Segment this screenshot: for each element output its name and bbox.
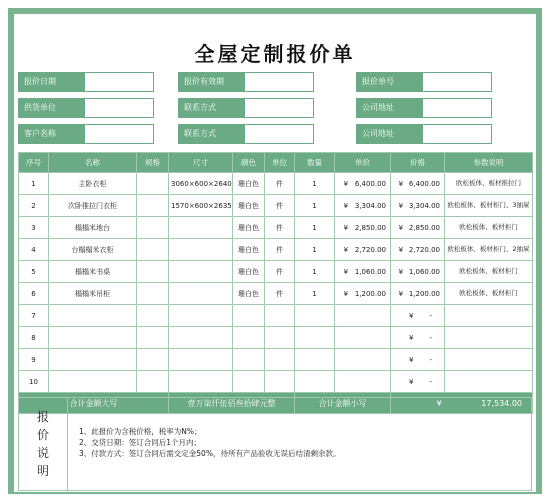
empty-cell [265, 371, 295, 393]
info-row [18, 98, 532, 118]
item-color: 珊白色 [233, 239, 265, 261]
line-total [391, 217, 445, 239]
table-row [19, 239, 533, 261]
row-number: 10 [19, 371, 49, 393]
info-label: 报价日期 [18, 72, 84, 92]
item-remark: 欧松板体、板材柜门 [445, 283, 533, 305]
notes-body [79, 426, 340, 459]
table-row [19, 173, 533, 195]
item-color: 珊白色 [233, 173, 265, 195]
empty-cell [335, 305, 391, 327]
item-spec [137, 239, 169, 261]
empty-cell [233, 305, 265, 327]
line-total [391, 349, 445, 371]
amount: 1,200.00 [354, 289, 386, 298]
currency-symbol: ¥ [409, 355, 414, 364]
line-total [391, 261, 445, 283]
row-number: 8 [19, 327, 49, 349]
row-number: 6 [19, 283, 49, 305]
empty-cell [169, 349, 233, 371]
line-total [391, 195, 445, 217]
currency-symbol: ¥ [398, 289, 404, 298]
column-header: 规格 [137, 153, 169, 173]
item-size: 1570×600×2635 [169, 195, 233, 217]
row-number: 3 [19, 217, 49, 239]
info-label: 报价有效期 [178, 72, 244, 92]
empty-cell [445, 371, 533, 393]
currency-symbol: ¥ [343, 201, 349, 210]
item-spec [137, 173, 169, 195]
amount: 2,850.00 [408, 223, 440, 232]
empty-cell [169, 371, 233, 393]
empty-cell [265, 327, 295, 349]
notes-heading-char: 明 [36, 464, 49, 478]
currency-symbol: ¥ [343, 179, 349, 188]
empty-cell [233, 349, 265, 371]
empty-cell [335, 349, 391, 371]
info-value-field[interactable] [84, 72, 154, 92]
item-spec [137, 283, 169, 305]
info-value-field[interactable] [422, 98, 492, 118]
quote-sheet [14, 14, 536, 492]
info-value-field[interactable] [244, 124, 314, 144]
info-label: 公司地址 [356, 98, 422, 118]
info-label: 供货单位 [18, 98, 84, 118]
info-row [18, 124, 532, 144]
empty-cell [49, 305, 137, 327]
info-value-field[interactable] [84, 124, 154, 144]
table-header [19, 153, 533, 173]
info-row [18, 72, 532, 92]
row-number: 1 [19, 173, 49, 195]
notes-section [18, 397, 532, 491]
empty-cell [137, 349, 169, 371]
item-qty: 1 [295, 283, 335, 305]
empty-cell [49, 327, 137, 349]
item-name: 台榻榻米衣柜 [49, 239, 137, 261]
empty-cell [335, 371, 391, 393]
info-label: 客户名称 [18, 124, 84, 144]
unit-price [335, 195, 391, 217]
column-header: 单价 [335, 153, 391, 173]
amount: 3,304.00 [354, 201, 386, 210]
line-total [391, 173, 445, 195]
unit-price [335, 239, 391, 261]
item-unit: 件 [265, 261, 295, 283]
item-qty: 1 [295, 195, 335, 217]
item-remark: 欧松板体、板材推拉门 [445, 173, 533, 195]
unit-price [335, 173, 391, 195]
table-row [19, 371, 533, 393]
currency-symbol: ¥ [343, 267, 349, 276]
empty-cell [233, 327, 265, 349]
total-amount: 17,534.00 [481, 398, 522, 408]
line-total [391, 239, 445, 261]
column-header: 参数说明 [445, 153, 533, 173]
notes-heading [19, 398, 68, 490]
item-remark: 欧松板体、板材柜门 [445, 217, 533, 239]
item-spec [137, 261, 169, 283]
item-unit: 件 [265, 173, 295, 195]
unit-price [335, 283, 391, 305]
empty-cell [265, 305, 295, 327]
note-line: 1、此报价为含税价格，税率为N%； [79, 427, 202, 436]
empty-cell [335, 327, 391, 349]
table-row [19, 283, 533, 305]
column-header: 单位 [265, 153, 295, 173]
notes-heading-char: 说 [36, 446, 49, 460]
amount: 2,720.00 [408, 245, 440, 254]
quote-table [18, 152, 533, 414]
item-color: 珊白色 [233, 217, 265, 239]
empty-cell [137, 327, 169, 349]
amount: - [429, 377, 432, 386]
amount: 1,060.00 [408, 267, 440, 276]
currency-symbol: ¥ [343, 223, 349, 232]
table-row [19, 327, 533, 349]
empty-cell [49, 349, 137, 371]
info-value-field[interactable] [422, 72, 492, 92]
item-size [169, 283, 233, 305]
amount: 2,720.00 [354, 245, 386, 254]
currency-symbol: ¥ [436, 398, 442, 408]
total-upper-value: 壹万柒仟伍佰叁拾肆元整 [169, 393, 295, 414]
row-number: 4 [19, 239, 49, 261]
info-label: 报价单号 [356, 72, 422, 92]
currency-symbol: ¥ [343, 245, 349, 254]
item-unit: 件 [265, 195, 295, 217]
item-size: 3060×600×2640 [169, 173, 233, 195]
empty-cell [295, 305, 335, 327]
currency-symbol: ¥ [398, 267, 404, 276]
table-row [19, 349, 533, 371]
line-total [391, 371, 445, 393]
amount: 6,400.00 [354, 179, 386, 188]
currency-symbol: ¥ [398, 201, 404, 210]
total-upper-label: 合计金额大写 [19, 393, 169, 414]
item-size [169, 217, 233, 239]
amount: 3,304.00 [408, 201, 440, 210]
item-remark: 欧松板体、板材柜门 [445, 261, 533, 283]
row-number: 7 [19, 305, 49, 327]
amount: - [429, 333, 432, 342]
info-label: 联系方式 [178, 124, 244, 144]
item-color: 珊白色 [233, 195, 265, 217]
item-qty: 1 [295, 261, 335, 283]
item-color: 珊白色 [233, 261, 265, 283]
empty-cell [137, 305, 169, 327]
table-row [19, 305, 533, 327]
item-unit: 件 [265, 217, 295, 239]
empty-cell [295, 371, 335, 393]
total-lower-label: 合计金额小写 [295, 393, 391, 414]
item-qty: 1 [295, 239, 335, 261]
unit-price [335, 217, 391, 239]
item-qty: 1 [295, 173, 335, 195]
line-total [391, 283, 445, 305]
item-unit: 件 [265, 239, 295, 261]
item-qty: 1 [295, 217, 335, 239]
row-number: 9 [19, 349, 49, 371]
row-number: 5 [19, 261, 49, 283]
note-line: 3、付款方式：签订合同后需交定金50%，待所有产品验收无误后结清剩余款。 [79, 449, 341, 458]
item-unit: 件 [265, 283, 295, 305]
empty-cell [265, 349, 295, 371]
table-row [19, 261, 533, 283]
info-label: 联系方式 [178, 98, 244, 118]
currency-symbol: ¥ [343, 289, 349, 298]
item-size [169, 239, 233, 261]
currency-symbol: ¥ [409, 311, 414, 320]
empty-cell [169, 305, 233, 327]
amount: 1,200.00 [408, 289, 440, 298]
line-total [391, 305, 445, 327]
row-number: 2 [19, 195, 49, 217]
empty-cell [295, 349, 335, 371]
item-name: 榻榻米地台 [49, 217, 137, 239]
currency-symbol: ¥ [398, 223, 404, 232]
column-header: 序号 [19, 153, 49, 173]
currency-symbol: ¥ [398, 179, 404, 188]
currency-symbol: ¥ [398, 245, 404, 254]
info-value-field[interactable] [84, 98, 154, 118]
info-label: 公司地址 [356, 124, 422, 144]
line-total [391, 327, 445, 349]
item-color: 珊白色 [233, 283, 265, 305]
empty-cell [295, 327, 335, 349]
amount: 6,400.00 [408, 179, 440, 188]
empty-cell [445, 349, 533, 371]
column-header: 尺寸 [169, 153, 233, 173]
item-name: 榻榻米书桌 [49, 261, 137, 283]
unit-price [335, 261, 391, 283]
currency-symbol: ¥ [409, 377, 414, 386]
item-spec [137, 217, 169, 239]
amount: - [429, 311, 432, 320]
empty-cell [445, 327, 533, 349]
amount: - [429, 355, 432, 364]
table-row [19, 217, 533, 239]
notes-heading-char: 价 [36, 428, 49, 442]
item-name: 次卧推拉门衣柜 [49, 195, 137, 217]
column-header: 颜色 [233, 153, 265, 173]
item-size [169, 261, 233, 283]
empty-cell [445, 305, 533, 327]
empty-cell [49, 371, 137, 393]
item-remark: 欧松板体、板材柜门、2抽屉 [445, 239, 533, 261]
empty-cell [137, 371, 169, 393]
notes-heading-char: 报 [36, 410, 49, 424]
info-value-field[interactable] [244, 72, 314, 92]
page-title: 全屋定制报价单 [194, 42, 356, 66]
empty-cell [233, 371, 265, 393]
amount: 2,850.00 [354, 223, 386, 232]
table-row [19, 195, 533, 217]
note-line: 2、交货日期：签订合同后1个月内； [79, 438, 202, 447]
currency-symbol: ¥ [409, 333, 414, 342]
column-header: 价格 [391, 153, 445, 173]
item-remark: 欧松板体、板材柜门、3抽屉 [445, 195, 533, 217]
item-name: 榻榻米吊柜 [49, 283, 137, 305]
info-value-field[interactable] [422, 124, 492, 144]
column-header: 名称 [49, 153, 137, 173]
item-name: 主卧衣柜 [49, 173, 137, 195]
item-spec [137, 195, 169, 217]
amount: 1,060.00 [354, 267, 386, 276]
info-value-field[interactable] [244, 98, 314, 118]
empty-cell [169, 327, 233, 349]
column-header: 数量 [295, 153, 335, 173]
